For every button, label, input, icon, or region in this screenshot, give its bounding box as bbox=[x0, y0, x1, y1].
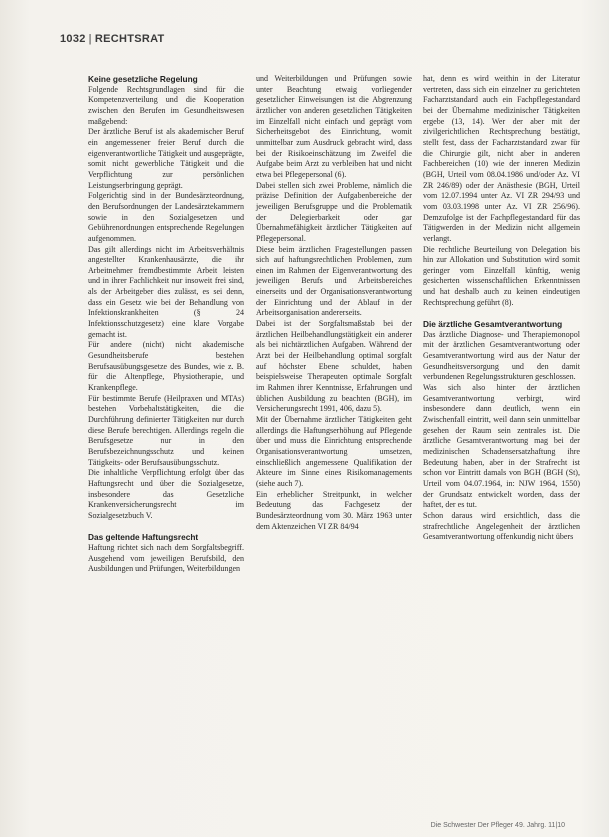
section-heading: Die ärztliche Gesamtverantwortung bbox=[423, 319, 563, 330]
paragraph: Für bestimmte Berufe (Heilpraxen und MTAs) bestehen Vorbehaltstätigkeiten, die die Durchführung definierter Tätigkeiten nur durch diese Berufe berechtigen. Allerdings regeln die Berufsgesetze nur in den Berufsbezeichnungsschutz und keinen Tätigkeits- oder Berufsausübungsschutz. bbox=[88, 393, 244, 467]
page-number: 1032 bbox=[60, 33, 86, 45]
text-column-3 bbox=[423, 74, 580, 543]
paragraph: hat, denn es wird weithin in der Literatur vertreten, dass sich ein einzelner zu gerichteten Facharztstandard auch ein Fachpflegestandard bei der Übernahme medizinischer Tätigkeiten ergebe (13, 14). Wer der aber mit der zivilgerichtlichen Rechtsprechung bestätigt, stellt fest, dass der Facharztstandard zwar für die Chirurgie gilt, nicht aber in anderen Fachbereichen (10) wie der inneren Medizin (BGH, Urteil vom 08.04.1986 und/oder Az. VI ZR 246/89) oder der Anästhesie (BGH, Urteil vom 12.07.1994 unter Az. VI ZR 294/93 und vom 03.03.1998 unter Az. VI ZR 256/96). Demzufolge ist der Fachpflegestandard für das Tätigwerden in der Medizin nicht allgemein verlangt. bbox=[423, 74, 580, 243]
paragraph: Folgende Rechtsgrundlagen sind für die Kompetenzverteilung und die Kooperation zwischen den Berufen im Gesundheitswesen maßgebend: bbox=[88, 84, 244, 126]
paragraph: Mit der Übernahme ärztlicher Tätigkeiten geht allerdings die Haftungserhöhung auf Pflegende über und muss die Einrichtung entsprechende Organisationsverantwortung umsetzen, einschließlich angemessene Qualifikation der Akteure im Sinne eines Risikomanagements (siehe auch 7). bbox=[256, 415, 412, 488]
paragraph: und Weiterbildungen und Prüfungen sowie unter Beachtung etwaig vorliegender gesetzlicher Einweisungen ist die Abgrenzung ärztlicher von anderen gesetzlichen Tätigkeiten im Einzelfall nicht einfach und geprägt vom Sicherheitsgebot des Einrichtung, womit unmittelbar zum Ausdruck gebracht wird, dass bei der Risikoeinschätzung im Zweifel die Aufgabe beim Arzt zu verbleiben hat und nicht etwa bei Pflegepersonal (6). bbox=[256, 74, 412, 179]
section-heading: Das geltende Haftungsrecht bbox=[88, 532, 199, 543]
text-column-2 bbox=[256, 74, 412, 532]
paragraph: Schon daraus wird ersichtlich, dass die strafrechtliche Angelegenheit der ärztlichen Gesamtverantwortung offenkundig nicht übers bbox=[423, 510, 580, 542]
paragraph: Der ärztliche Beruf ist als akademischer Beruf ein angemessener freier Beruf durch die eigenverantwortliche Tätigkeit und ausgeprägte, somit nicht gewerbliche Tätigkeit und die Verpflichtung zur persönlichen Leistungserbringung geprägt. bbox=[88, 127, 244, 190]
paragraph: Diese beim ärztlichen Fragestellungen passen sich auf haftungsrechtlichen Problemen, zum einen im Rahmen der Eigenverantwortung des jeweiligen Berufs und Arbeitsbereiches einerseits und der Organisationsverantwortung der Einrichtung und der Ablauf in der Arbeitsorganisation andererseits. bbox=[256, 244, 412, 318]
paragraph: Dabei stellen sich zwei Probleme, nämlich die präzise Definition der Aufgabenbereiche der jeweiligen Berufsgruppe und die Problematik der Delegierbarkeit oder gar Übernahmefähigkeit ärztlicher Tätigkeiten auf Pflegepersonal. bbox=[256, 180, 412, 243]
paragraph: Das gilt allerdings nicht im Arbeitsverhältnis angestellter Krankenhausärzte, die ihr Arbeitnehmer fremdbestimmte Arbeit leisten und in ihrer Fachlichkeit nur insoweit frei sind, als der Arbeitgeber dies zulässt, es sei denn, dass ein Gesetz wie bei der Behandlung von Infektionskrankheiten (§ 24 Infektionsschutzgesetz) eine klare Vorgabe gemacht ist. bbox=[88, 244, 244, 339]
section-heading: Keine gesetzliche Regelung bbox=[88, 74, 198, 84]
section-title: RECHTSRAT bbox=[94, 33, 165, 45]
paragraph: Das ärztliche Diagnose- und Therapiemonopol mit der ärztlichen Gesamtverantwortung oder Gesamtverantwortung wird aus der Natur der Gesundheitsversorgung und den damit verbundenen Regelungsstrukturen geschlossen. bbox=[423, 329, 580, 382]
running-header bbox=[60, 33, 165, 45]
header-separator: | bbox=[88, 33, 92, 45]
paragraph: Die inhaltliche Verpflichtung erfolgt über das Haftungsrecht und über die Sozialgesetze, insbesondere das Gesetzliche Krankenversicherungsrecht im Sozialgesetzbuch V. bbox=[88, 468, 244, 520]
paragraph: Für andere (nicht) nicht akademische Gesundheitsberufe bestehen Berufsausübungsgesetze des Bundes, wie z. B. für die Altenpflege, Physiotherapie, und Krankenpflege. bbox=[88, 340, 244, 393]
paragraph: Was sich also hinter der ärztlichen Gesamtverantwortung verbirgt, wird insbesondere dann deutlich, wenn ein Zwischenfall eintritt, weil dann sein unmittelbar gesehen der Raum sein zentrales ist. Die ärztliche Gesamtverantwortung mag bei der medizinischen Schadensersatzhaftung ihre Bedeutung haben, aber in der Strafrecht ist schon vor Eintritt damals von BGH (BGH (St), Urteil vom 04.07.1964, in: NJW 1964, 1550) der Grundsatz entwickelt worden, dass der haftet, der es tut. bbox=[423, 383, 580, 510]
running-footer: Die Schwester Der Pfleger 49. Jahrg. 11|10 bbox=[430, 822, 565, 829]
paragraph: Ein erheblicher Streitpunkt, in welcher Bedeutung das Fachgesetz der Bundesärzteordnung vom 30. März 1963 unter dem Aktenzeichen VI ZR 84/94 bbox=[256, 489, 412, 531]
paragraph: Folgerichtig sind in der Bundesärzteordnung, den Berufsordnungen der Landesärztekammern sowie in den Sozialgesetzen und Gebührenordnungen entsprechende Regelungen aufgenommen. bbox=[88, 191, 244, 243]
text-column-1 bbox=[88, 74, 244, 575]
paragraph: Die rechtliche Beurteilung von Delegation bis hin zur Allokation und Substitution wird somit geringer vom Einzelfall künftig, wenig gesicherten wissenschaftlichen Erkenntnissen und hat deshalb auch zu keinen eindeutigen Rechtsprechung geführt (8). bbox=[423, 244, 580, 307]
paragraph: Haftung richtet sich nach dem Sorgfaltsbegriff. Ausgehend vom jeweiligen Berufsbild, den Ausbildungen und Prüfungen, Weiterbildungen bbox=[88, 542, 244, 574]
paragraph: Dabei ist der Sorgfaltsmaßstab bei der ärztlichen Heilbehandlungstätigkeit ein anderer als bei nichtärztlichen Aufgaben. Während der Arzt bei der Heilbehandlung optimal sorgfalt auf höchster Ebene schuldet, haben beispielsweise Therapeuten optimale Sorgfalt im Rahmen ihrer Kenntnisse, Erfahrungen und üblichen Ausbildung zu beachten (BGH), im Versicherungsrecht 1991, 406, dazu 5). bbox=[256, 319, 412, 414]
